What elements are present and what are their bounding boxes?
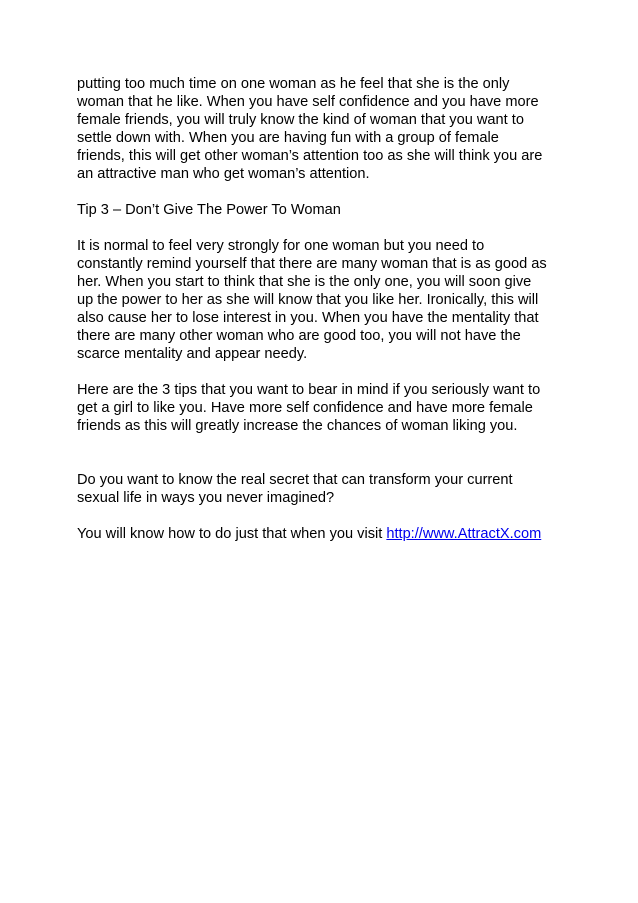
heading-tip-3 (77, 201, 567, 219)
paragraph-tip3-body (77, 237, 567, 363)
text-line: also cause her to lose interest in you. When you have the mentality that (77, 310, 539, 326)
text-line: settle down with. When you are having fun with a group of female (77, 130, 499, 146)
text-line: female friends, you will truly know the kind of woman that you want to (77, 112, 524, 128)
text-line: an attractive man who get woman’s attention. (77, 166, 370, 182)
cta-line (77, 525, 567, 543)
text-line: putting too much time on one woman as he feel that she is the only (77, 76, 510, 92)
text-line: Here are the 3 tips that you want to bear in mind if you seriously want to (77, 382, 541, 398)
text-line: sexual life in ways you never imagined? (77, 490, 335, 506)
text-line: woman that he like. When you have self confidence and you have more (77, 94, 539, 110)
text-line: scarce mentality and appear needy. (77, 346, 308, 362)
text-line: friends as this will greatly increase the chances of woman liking you. (77, 418, 518, 434)
paragraph-summary (77, 381, 567, 435)
attractx-link[interactable]: http://www.AttractX.com (386, 526, 542, 542)
text-line: get a girl to like you. Have more self confidence and have more female (77, 400, 533, 416)
text-line: her. When you start to think that she is the only one, you will soon give (77, 274, 532, 290)
text-line: friends, this will get other woman’s attention too as she will think you are (77, 148, 543, 164)
text-line: up the power to her as she will know that you like her. Ironically, this will (77, 292, 539, 308)
text-line: there are many other woman who are good too, you will not have the (77, 328, 521, 344)
text-line: It is normal to feel very strongly for one woman but you need to (77, 238, 485, 254)
cta-text: You will know how to do just that when you visit (77, 526, 387, 542)
text-line: constantly remind yourself that there are many woman that is as good as (77, 256, 547, 272)
paragraph-call-to-action (77, 525, 567, 543)
document-body (77, 75, 567, 561)
text-line: Do you want to know the real secret that can transform your current (77, 472, 513, 488)
paragraph-question (77, 471, 567, 507)
paragraph-tip2-continuation (77, 75, 567, 183)
section-heading: Tip 3 – Don’t Give The Power To Woman (77, 202, 341, 218)
